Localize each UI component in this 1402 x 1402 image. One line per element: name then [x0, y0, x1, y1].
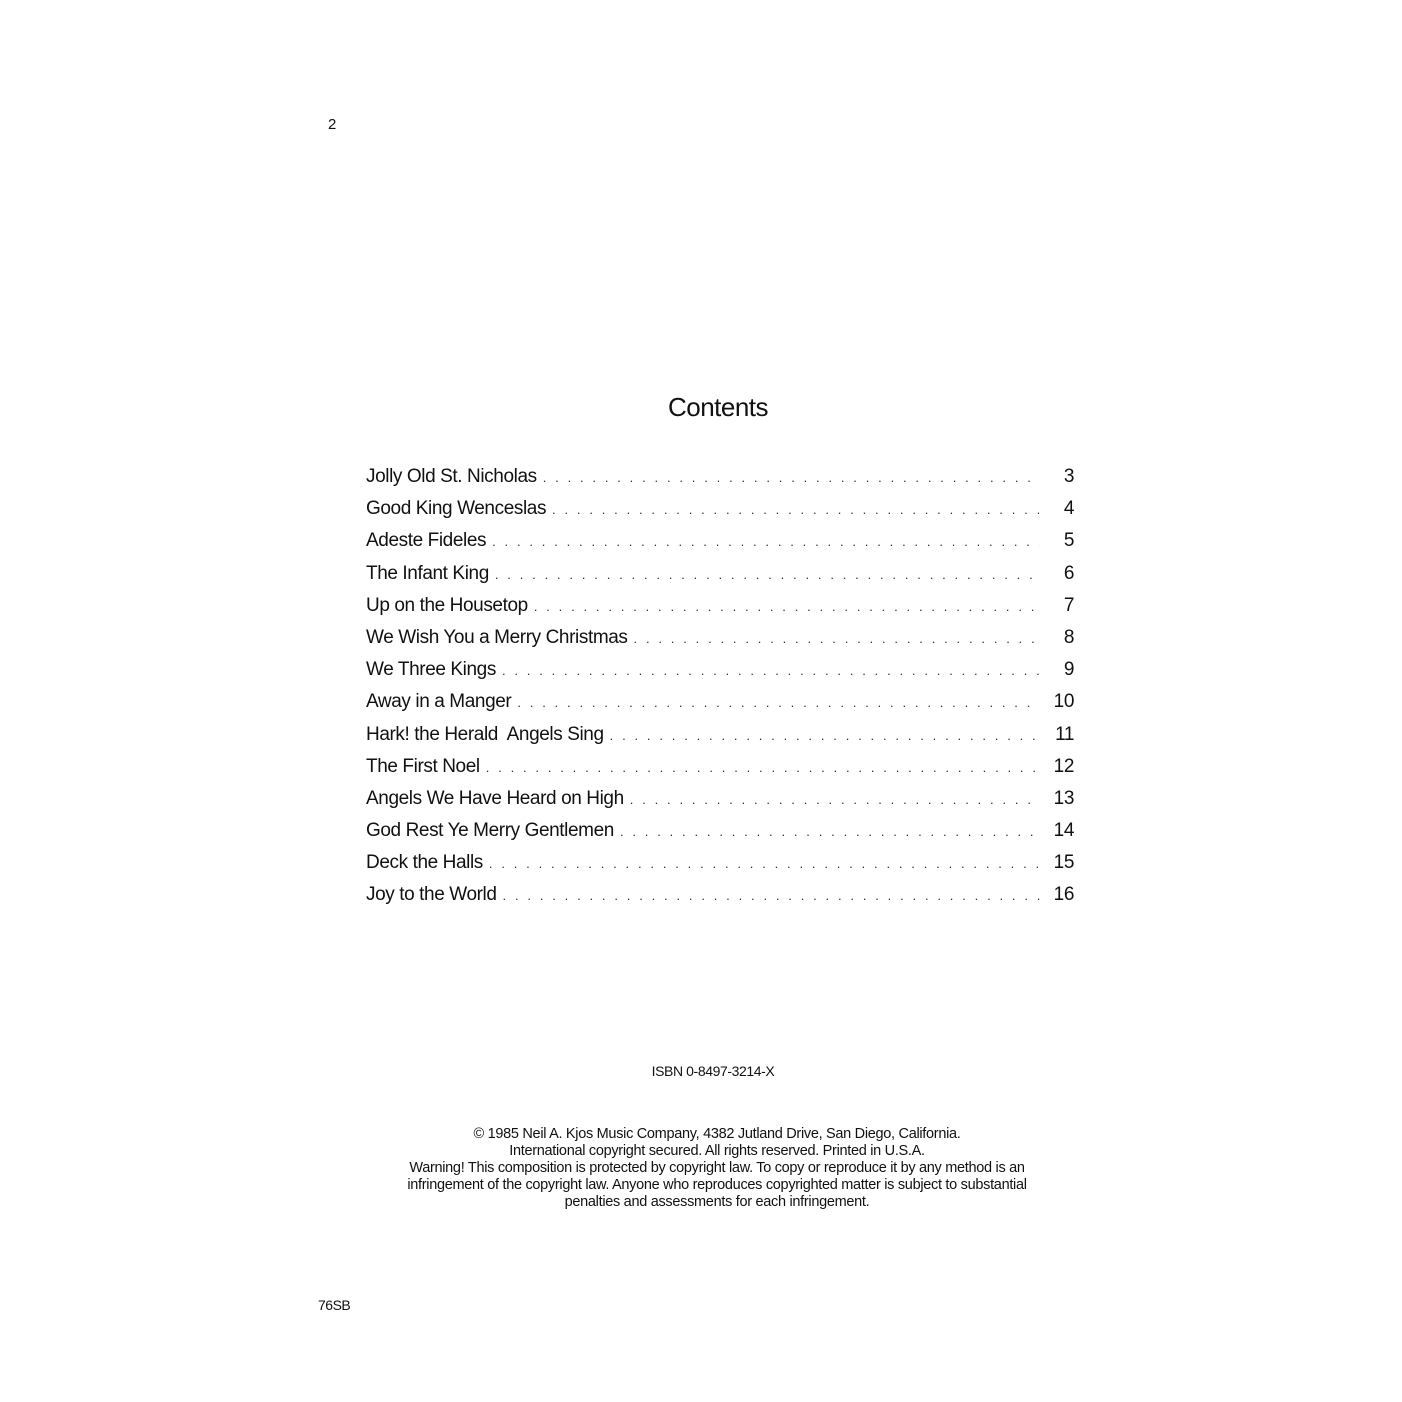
toc-entry-page: 16: [1053, 884, 1074, 906]
toc-entry-page: 12: [1053, 755, 1074, 777]
catalog-number: 76SB: [318, 1297, 351, 1313]
toc-leader-dots: [486, 760, 1040, 775]
toc-entry-title: Adeste Fideles: [366, 530, 487, 552]
toc-entry-page: 5: [1063, 530, 1074, 552]
toc-entry-title: We Wish You a Merry Christmas: [366, 626, 628, 648]
toc-entry-title: God Rest Ye Merry Gentlemen: [366, 820, 614, 842]
toc-leader-dots: [634, 631, 1040, 646]
table-of-contents: [366, 466, 1074, 917]
toc-leader-dots: [503, 888, 1040, 903]
toc-entry-title: Joy to the World: [366, 884, 497, 906]
toc-entry-page: 9: [1063, 659, 1074, 681]
copyright-line: © 1985 Neil A. Kjos Music Company, 4382 Jutland Drive, San Diego, California.: [473, 1126, 961, 1142]
toc-entry[interactable]: [366, 724, 1074, 756]
toc-entry-title: Up on the Housetop: [366, 594, 528, 616]
toc-entry[interactable]: [366, 820, 1074, 852]
toc-leader-dots: [610, 728, 1040, 743]
toc-entry-page: 15: [1053, 852, 1074, 874]
toc-entry-title: Jolly Old St. Nicholas: [366, 466, 537, 487]
toc-entry[interactable]: [366, 466, 1074, 498]
toc-leader-dots: [502, 663, 1040, 678]
toc-entry[interactable]: [366, 595, 1074, 627]
contents-title: Contents: [667, 392, 769, 422]
page-number: 2: [328, 116, 337, 133]
toc-entry-page: 14: [1053, 820, 1074, 842]
toc-entry-page: 7: [1063, 594, 1074, 616]
toc-entry-page: 6: [1063, 562, 1074, 584]
toc-entry-page: 3: [1063, 466, 1074, 487]
toc-leader-dots: [489, 856, 1040, 871]
toc-leader-dots: [552, 502, 1040, 517]
toc-entry[interactable]: [366, 884, 1074, 916]
toc-leader-dots: [517, 695, 1040, 710]
toc-leader-dots: [543, 470, 1040, 485]
toc-entry-title: Hark! the Herald Angels Sing: [366, 723, 604, 745]
toc-entry-title: The First Noel: [366, 755, 480, 777]
toc-entry[interactable]: [366, 756, 1074, 788]
copyright-notice: [330, 1126, 1104, 1211]
toc-leader-dots: [492, 534, 1040, 549]
toc-entry-page: 8: [1063, 626, 1074, 648]
toc-entry[interactable]: [366, 788, 1074, 820]
copyright-line: International copyright secured. All rights reserved. Printed in U.S.A.: [509, 1143, 925, 1159]
toc-entry-page: 10: [1053, 691, 1074, 713]
copyright-line: penalties and assessments for each infringement.: [564, 1194, 870, 1210]
toc-entry-title: Away in a Manger: [366, 691, 512, 713]
copyright-line: infringement of the copyright law. Anyone who reproduces copyrighted matter is subject to substantial: [407, 1177, 1027, 1193]
toc-entry-title: The Infant King: [366, 562, 489, 584]
toc-leader-dots: [630, 792, 1040, 807]
toc-entry-title: Deck the Halls: [366, 852, 483, 874]
toc-entry-title: We Three Kings: [366, 659, 496, 681]
toc-entry[interactable]: [366, 852, 1074, 884]
toc-entry-title: Good King Wenceslas: [366, 498, 547, 520]
toc-leader-dots: [495, 567, 1040, 582]
toc-entry-page: 13: [1053, 787, 1074, 809]
toc-leader-dots: [620, 824, 1040, 839]
toc-entry[interactable]: [366, 530, 1074, 562]
toc-entry[interactable]: [366, 691, 1074, 723]
toc-entry[interactable]: [366, 498, 1074, 530]
toc-entry-page: 4: [1063, 498, 1074, 520]
toc-entry-page: 11: [1055, 723, 1074, 745]
toc-entry[interactable]: [366, 563, 1074, 595]
toc-leader-dots: [534, 599, 1040, 614]
isbn: ISBN 0-8497-3214-X: [651, 1063, 775, 1079]
toc-entry-title: Angels We Have Heard on High: [366, 787, 624, 809]
copyright-line: Warning! This composition is protected by copyright law. To copy or reproduce it by any method is an: [409, 1160, 1025, 1176]
toc-entry[interactable]: [366, 659, 1074, 691]
toc-entry[interactable]: [366, 627, 1074, 659]
